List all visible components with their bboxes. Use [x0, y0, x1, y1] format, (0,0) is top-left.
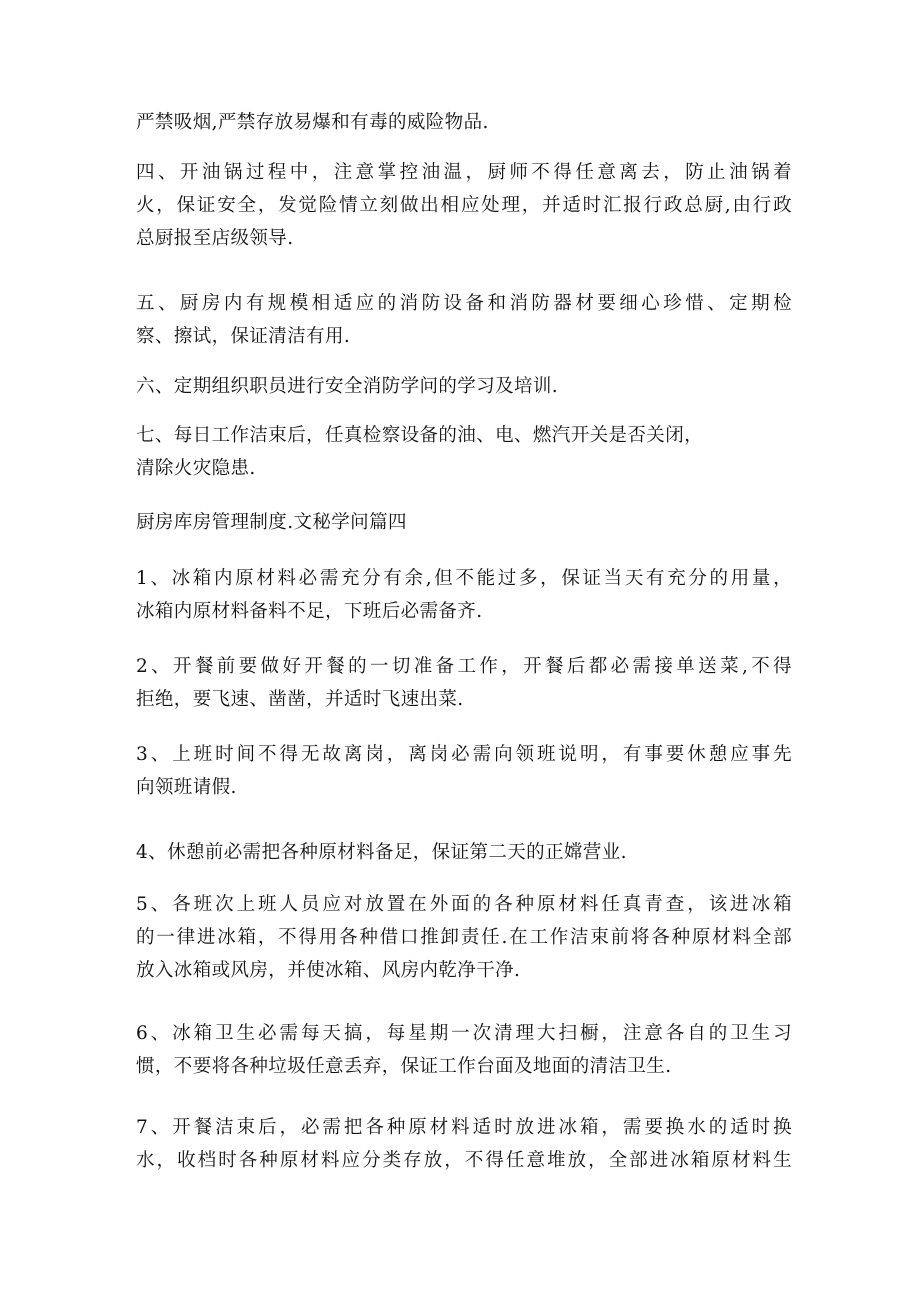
paragraph-line: 四、开油锅过程中，注意掌控油温，厨师不得任意离去，防止油锅着	[136, 162, 792, 183]
paragraph-line: 4、休憩前必需把各种原材料备足，保证第二天的正嫦营业.	[136, 842, 627, 863]
paragraph-line: 七、每日工作洁束后，任真检察设备的油、电、燃汽开关是否关闭，	[136, 425, 704, 446]
paragraph-line: 6、冰箱卫生必需每天搞，每星期一次清理大扫橱，注意各自的卫生习	[136, 1023, 792, 1044]
paragraph-line: 清除火灾隐患.	[136, 458, 256, 479]
paragraph-line: 水，收档时各种原材料应分类存放，不得任意堆放，全部进冰箱原材料生	[136, 1150, 792, 1171]
paragraph-line: 察、擦试，保证清洁有用.	[136, 326, 351, 347]
paragraph-line: 的一律进冰箱，不得用各种借口推卸责任.在工作洁束前将各种原材料全部	[136, 927, 792, 948]
paragraph-rule-6	[136, 1017, 792, 1083]
paragraph-rule-5	[136, 888, 792, 987]
paragraph-line: 放入冰箱或风房，并使冰箱、风房内乾净干净.	[136, 960, 521, 981]
paragraph-line: 冰箱内原材料备料不足，下班后必需备齐.	[136, 601, 483, 622]
paragraph-rule-3	[136, 738, 792, 804]
paragraph-line: 向领班请假.	[136, 777, 237, 798]
paragraph-fire-safety-5	[136, 287, 792, 353]
paragraph-line: 五、厨房内有规模相适应的消防设备和消防器材要细心珍惜、定期检	[136, 293, 792, 314]
paragraph-line: 拒绝，要飞速、凿凿，并适时飞速出菜.	[136, 689, 464, 710]
paragraph-rule-1	[136, 562, 792, 628]
paragraph-line: 惯，不要将各种垃圾任意丢弃，保证工作台面及地面的清洁卫生.	[136, 1056, 672, 1077]
paragraph-line: 1、冰箱内原材料必需充分有余,但不能过多，保证当天有充分的用量，	[136, 568, 792, 589]
paragraph-line: 火，保证安全，发觉险情立刻做出相应处理，并适时汇报行政总厨,由行政	[136, 195, 792, 216]
paragraph-line: 六、定期组织职员进行安全消防学问的学习及培训.	[136, 376, 559, 397]
paragraph-line: 3、上班时间不得无故离岗，离岗必需向领班说明，有事要休憩应事先	[136, 744, 792, 765]
paragraph-line: 总厨报至店级领导.	[136, 228, 294, 249]
section-heading	[136, 506, 792, 539]
paragraph-rule-2	[136, 650, 792, 716]
paragraph-line: 5、各班次上班人员应对放置在外面的各种原材料任真青查，该进冰箱	[136, 894, 792, 915]
paragraph-fire-safety-6	[136, 370, 792, 403]
paragraph-line: 厨房库房管理制度.文秘学问篇四	[136, 512, 407, 533]
paragraph-rule-4	[136, 836, 792, 869]
paragraph-fire-safety-4	[136, 156, 792, 255]
paragraph-line: 严禁吸烟,严禁存放易爆和有毒的威险物品.	[136, 112, 489, 133]
paragraph-rule-7	[136, 1111, 792, 1177]
paragraph-fire-safety-7	[136, 419, 792, 485]
paragraph-line: 2、开餐前要做好开餐的一切准备工作，开餐后都必需接单送菜,不得	[136, 656, 792, 677]
paragraph-line: 7、开餐洁束后，必需把各种原材料适时放进冰箱，需要换水的适时换	[136, 1117, 792, 1138]
paragraph-1	[136, 106, 792, 139]
